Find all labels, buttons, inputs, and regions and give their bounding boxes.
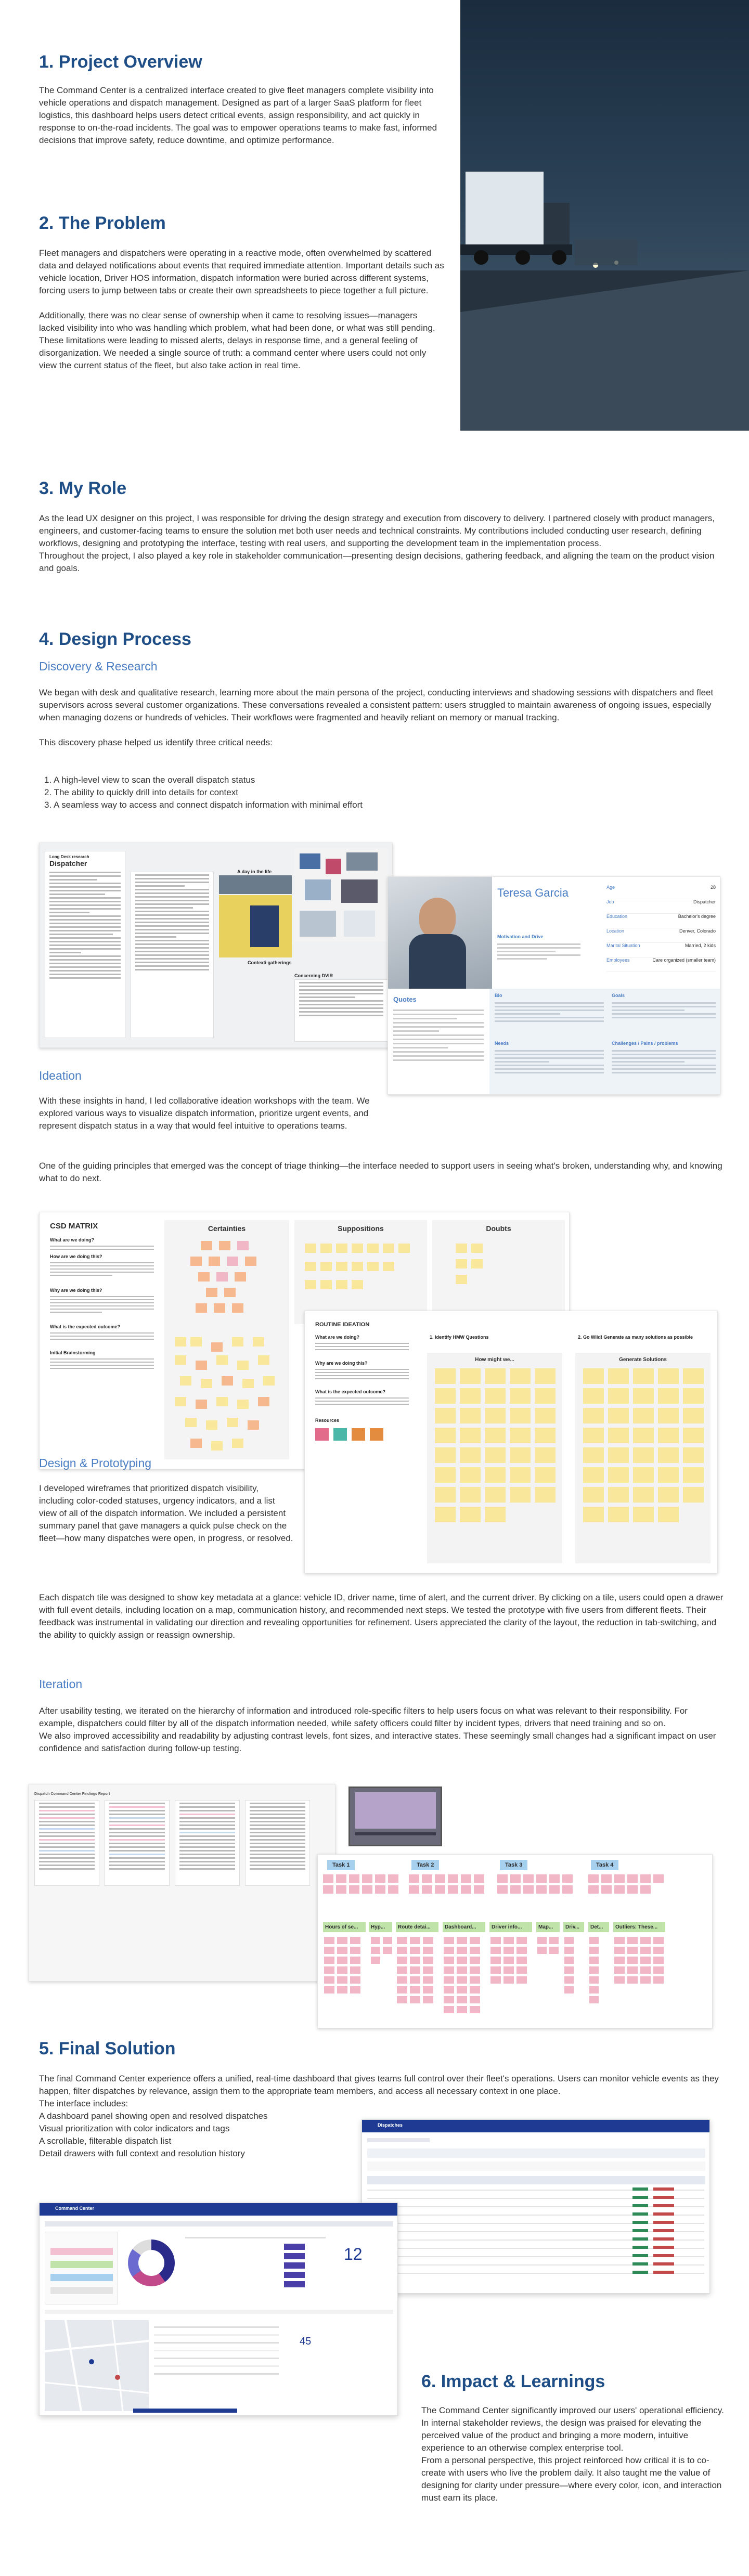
task-label: Task 2 <box>411 1860 439 1870</box>
role-body <box>39 512 726 575</box>
persona-field-label: Job <box>606 899 614 904</box>
dvir-label: Concerning DVIR <box>294 973 333 978</box>
cluster-label: Driv... <box>563 1922 584 1932</box>
persona-field-value: Dispatcher <box>693 899 716 904</box>
affinity-map-board <box>317 1854 713 2028</box>
impact-title: 6. Impact & Learnings <box>421 2372 605 2391</box>
persona-quotes-lines <box>393 1007 484 1064</box>
findings-doc-1 <box>34 1800 99 1886</box>
persona-field-value: Married, 2 kids <box>685 943 716 948</box>
command-center-title: Command Center <box>55 2206 95 2211</box>
task-label: Task 1 <box>327 1860 355 1870</box>
routine-question-1: What are we doing? <box>315 1335 360 1340</box>
summary-panel <box>45 2232 118 2305</box>
persona-photo <box>388 877 492 989</box>
day-in-life-board-2 <box>250 905 279 947</box>
persona-field-label: Location <box>606 928 625 934</box>
csd-question-4: What is the expected outcome? <box>50 1324 121 1329</box>
task-label: Task 3 <box>500 1860 527 1870</box>
solution-title: 5. Final Solution <box>39 2039 176 2059</box>
csd-brainstorm-label: Initial Brainstorming <box>50 1350 96 1355</box>
cluster-label: Hyp... <box>369 1922 392 1932</box>
overview-title: 1. Project Overview <box>39 52 202 72</box>
process-title: 4. Design Process <box>39 629 191 649</box>
iteration-title: Iteration <box>39 1677 83 1691</box>
dispatch-list-title: Dispatches <box>378 2122 403 2128</box>
persona-field-value: 28 <box>710 885 716 890</box>
findings-report-title: Dispatch Command Center Findings Report <box>34 1792 110 1796</box>
persona-fields <box>606 885 716 972</box>
iteration-paragraph-1: After usability testing, we iterated on the hierarchy of information and introduced role-specific filters to help users focus on what was relevant to their responsibility. For example, dispatchers could filter by all of the dispatch information needed, while safety officers could filter by incident types, drivers that need training and so on. <box>39 1706 688 1728</box>
role-title: 3. My Role <box>39 478 127 498</box>
overview-body: The Command Center is a centralized interface created to give fleet managers complete visibility into vehicle operations and dispatch management. Designed as part of a larger SaaS platform for fleet logistics, this dashboard helps users detect critical events, assign responsibility, and act quickly in response to on-the-road incidents. The goal was to empower operations teams to make fast, informed decisions that improve safety, reduce downtime, and optimize performance. <box>39 85 437 145</box>
moodboard <box>294 848 388 942</box>
active-dispatches-table <box>185 2232 326 2305</box>
cluster-label: Hours of se... <box>323 1922 366 1932</box>
context-gatherings-label: Contexti gatherings <box>248 960 292 965</box>
discovery-body <box>39 687 726 749</box>
iteration-paragraph-2: We also improved accessibility and readability by adjusting contrast levels, font sizes, and interactive states. These seemingly small changes had a significant impact on user confidence and satisfaction during follow-up testing. <box>39 1731 716 1753</box>
routine-resources-label: Resources <box>315 1418 340 1423</box>
research-board <box>39 843 393 1048</box>
discovery-paragraph-2: This discovery phase helped us identify three critical needs: <box>39 737 273 747</box>
hmw-stickies <box>435 1368 560 1522</box>
command-center-mockup <box>39 2203 398 2416</box>
design-title: Design & Prototyping <box>39 1456 152 1470</box>
testing-video-thumbnail <box>348 1787 442 1846</box>
findings-report-board <box>29 1784 335 1982</box>
persona-field-label: Employees <box>606 957 630 963</box>
routine-column-title: How might we... <box>475 1357 514 1363</box>
solution-paragraph-1: The final Command Center experience offers a unified, real-time dashboard that gives teams full control over their fleet's operations. Users can monitor vehicle events as they happen, filter dispatches by relevance, assign them to the appropriate team members, and access all necessary context in one place. <box>39 2074 719 2096</box>
persona-field-row <box>606 899 716 914</box>
csd-column-suppositions <box>294 1220 427 1324</box>
solution-item: A scrollable, filterable dispatch list <box>39 2136 172 2146</box>
role-paragraph-2: Throughout the project, I also played a key role in stakeholder communication—presenting design decisions, gathering feedback, and aligning the team on the product vision and goals. <box>39 551 715 573</box>
persona-needs-label: Needs <box>495 1041 509 1046</box>
problem-paragraph-2: Additionally, there was no clear sense of ownership when it came to resolving issues—managers lacked visibility into who was handling which problem, what had been done, or what was still pending. These limitations were leading to missed alerts, delays in response time, and a general feeling of disorganization. We needed a single source of truth: a command center where users could not only view the current status of the fleet, but also take action in real time. <box>39 310 435 370</box>
cluster-label: Driver info... <box>489 1922 532 1932</box>
dvir-doc <box>294 979 388 1042</box>
desk-research-doc-title: Long Desk research <box>49 855 89 859</box>
persona-goals-label: Goals <box>612 993 625 998</box>
persona-field-row <box>606 943 716 957</box>
design-paragraph-2: Each dispatch tile was designed to show key metadata at a glance: vehicle ID, driver name, time of alert, and the current driver. By clicking on a tile, users could open a drawer with full event details, including location on a map, communication history, and recommended next steps. We tested the prototype with five users from different fleets. Their feedback was instrumental in validating our direction and revealing opportunities for refinement. Users appreciated the clarity of the layout, the reduction in tab-switching, and the ability to quickly assign or reassign ownership. <box>39 1593 724 1640</box>
metric-total: 45 <box>300 2336 312 2347</box>
problem-body <box>39 247 445 372</box>
donut-chart <box>128 2240 175 2286</box>
cluster-label: Map... <box>536 1922 560 1932</box>
task-label: Task 4 <box>591 1860 618 1870</box>
persona-field-row <box>606 914 716 928</box>
csd-column-doubts <box>432 1220 565 1324</box>
dispatch-detail-list <box>154 2320 279 2411</box>
desk-research-doc <box>45 851 125 1038</box>
persona-field-row <box>606 928 716 943</box>
findings-doc-2 <box>105 1800 170 1886</box>
ideation-paragraph-1: With these insights in hand, I led collaborative ideation workshops with the team. We explored various ways to visualize dispatch information, prioritize urgent events, and represent dispatch status in a way that would feel intuitive to operations teams. <box>39 1096 370 1131</box>
desk-research-doc-heading: Dispatcher <box>49 859 87 868</box>
iteration-body <box>39 1705 726 1755</box>
problem-title: 2. The Problem <box>39 213 166 233</box>
persona-details-panel <box>489 989 720 1095</box>
persona-quotes-label: Quotes <box>393 995 417 1003</box>
persona-field-value: Bachelor's degree <box>678 914 716 919</box>
routine-ideation-board <box>304 1311 718 1573</box>
persona-field-label: Education <box>606 914 628 919</box>
impact-paragraph-2: From a personal perspective, this project reinforced how critical it is to co-create with users who live the problem daily. It also taught me the value of designing for clarity under pressure—where every color, icon, and interaction must earn its place. <box>421 2455 722 2503</box>
needs-list <box>44 774 363 811</box>
routine-question-3: What is the expected outcome? <box>315 1389 386 1394</box>
discovery-title: Discovery & Research <box>39 659 158 673</box>
hero-truck-image <box>460 0 749 431</box>
routine-step-2: 2. Go Wild! Generate as many solutions as possible <box>578 1335 693 1340</box>
solution-item: A dashboard panel showing open and resolved dispatches <box>39 2111 268 2121</box>
solution-intro: The interface includes: <box>39 2099 128 2108</box>
day-in-life-photos <box>219 875 292 894</box>
desk-research-doc-2 <box>131 872 214 1038</box>
cluster-label: Outliers: These... <box>613 1922 665 1932</box>
persona-motivations-label: Motivation and Drive <box>497 934 544 939</box>
cluster-label: Det... <box>588 1922 609 1932</box>
persona-field-value: Care organized (smaller team) <box>652 957 716 963</box>
need-item: 1. A high-level view to scan the overall dispatch status <box>44 775 255 785</box>
persona-field-value: Denver, Colorado <box>679 928 716 934</box>
map-panel <box>45 2320 149 2411</box>
csd-question-3: Why are we doing this? <box>50 1288 102 1293</box>
csd-column-title: Suppositions <box>338 1224 384 1233</box>
persona-field-label: Marital Situation <box>606 943 640 948</box>
cluster-label: Dashboard... <box>443 1922 485 1932</box>
need-item: 3. A seamless way to access and connect dispatch information with minimal effort <box>44 800 363 810</box>
persona-pains-label: Challenges / Pains / problems <box>612 1041 678 1046</box>
routine-question-2: Why are we doing this? <box>315 1361 368 1366</box>
metric-open: 12 <box>344 2245 363 2263</box>
persona-field-label: Age <box>606 885 615 890</box>
dispatch-list-topbar <box>362 2120 709 2132</box>
discovery-paragraph-1: We began with desk and qualitative research, learning more about the main persona of the project, conducting interviews and shadowing sessions with dispatchers and fleet supervisors across several customer organizations. These conversations revealed a consistent pattern: users struggled to maintain awareness of ongoing issues, especially when managing dozens or hundreds of vehicles. Their workflows were fragmented and heavily reliant on memory or manual tracking. <box>39 688 714 722</box>
impact-paragraph-1: The Command Center significantly improved our users' operational efficiency. In internal stakeholder reviews, the design was praised for elevating the perceived value of the product and bringing a more modern, intuitive experience to an otherwise complex enterprise tool. <box>421 2405 724 2453</box>
csd-column-title: Doubts <box>486 1224 511 1233</box>
solution-item: Visual prioritization with color indicators and tags <box>39 2124 230 2133</box>
cluster-label: Route detai... <box>396 1922 438 1932</box>
csd-question-2: How are we doing this? <box>50 1254 102 1259</box>
design-paragraph-1: I developed wireframes that prioritized dispatch visibility, including color-coded statuses, urgency indicators, and a list view of all of the dispatch information. We included a persistent summary panel that gave managers a quick pulse check on the fleet—how many dispatches were open, in progress, or resolved. <box>39 1483 293 1543</box>
role-paragraph-1: As the lead UX designer on this project, I was responsible for driving the design strategy and execution from discovery to delivery. I partnered closely with product managers, engineers, and customer-facing teams to ensure the solution met both user needs and technical constraints. My contributions included conducting user research, defining workflows, designing and prototyping the interface, testing with real users, and supporting the development team in the implementation process. <box>39 513 715 548</box>
solution-item: Detail drawers with full context and resolution history <box>39 2148 245 2158</box>
need-item: 2. The ability to quickly drill into details for context <box>44 787 238 797</box>
findings-doc-4 <box>245 1800 310 1886</box>
ideation-paragraph-2: One of the guiding principles that emerged was the concept of triage thinking—the interface needed to support users in seeing what's broken, understanding why, and knowing what to do next. <box>39 1161 722 1183</box>
csd-matrix-title: CSD MATRIX <box>50 1222 98 1231</box>
day-in-life-title: A day in the life <box>237 869 272 874</box>
findings-doc-3 <box>175 1800 240 1886</box>
problem-paragraph-1: Fleet managers and dispatchers were operating in a reactive mode, often overwhelmed by scattered data and delayed notifications about events that required immediate attention. Important details such as vehicle location, Driver HOS information, dispatch information were buried across different systems, forcing users to jump between tabs or create their own spreadsheets to piece together a full picture. <box>39 248 444 295</box>
routine-step-1: 1. Identify HMW Questions <box>430 1335 489 1340</box>
dispatch-list-mockup <box>361 2119 710 2294</box>
persona-card <box>388 876 720 1095</box>
solution-stickies <box>583 1368 708 1522</box>
persona-bio-label: Bio <box>495 993 502 998</box>
persona-name: Teresa Garcia <box>497 886 569 899</box>
routine-title: ROUTINE IDEATION <box>315 1322 370 1328</box>
impact-body <box>421 2404 728 2504</box>
csd-question-1: What are we doing? <box>50 1237 95 1242</box>
persona-motivation-lines <box>497 941 580 962</box>
csd-column-title: Certainties <box>208 1224 246 1233</box>
ideation-title: Ideation <box>39 1069 82 1082</box>
persona-field-row <box>606 885 716 899</box>
routine-column-title: Generate Solutions <box>619 1357 667 1363</box>
persona-field-row <box>606 957 716 972</box>
